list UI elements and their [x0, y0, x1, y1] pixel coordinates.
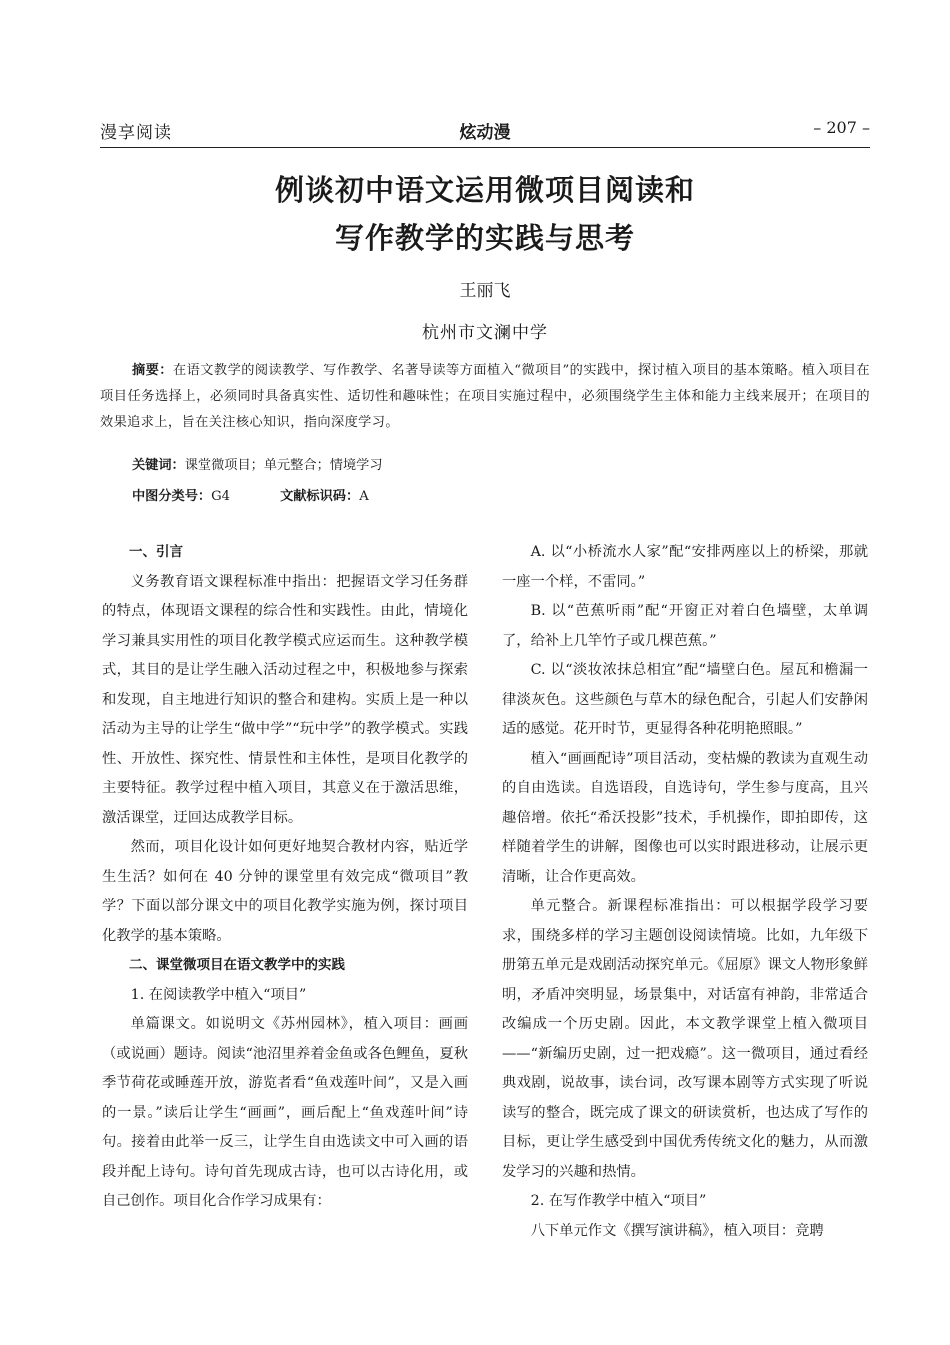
author-affiliation: 杭州市文澜中学: [422, 323, 548, 343]
keywords-label: 关键词：: [132, 458, 185, 473]
doc-code-value: A: [359, 489, 369, 504]
paragraph: 单篇课文。如说明文《苏州园林》，植入项目：画画（或说画）题诗。阅读“池沼里养着金鱼或各色鲤鱼，夏秋季节荷花或睡莲开放，游览者看“鱼戏莲叶间”，又是入画的一景。”读后让学生“画画”，画后配上“鱼戏莲叶间”诗句。接着由此举一反三，让学生自由选读文中可入画的语段并配上诗句。诗句首先现成古诗，也可以古诗化用，或自己创作。项目化合作学习成果有：: [102, 1016, 468, 1209]
abstract-label: 摘要：: [132, 363, 173, 378]
title-line-1: 例谈初中语文运用微项目阅读和: [274, 173, 695, 207]
header-journal-name: 炫动漫: [459, 123, 511, 143]
header-divider: [100, 147, 870, 148]
abstract-text: 在语文教学的阅读教学、写作教学、名著导读等方面植入“微项目”的实践中，探讨植入项目的基本策略。植入项目在项目任务选择上，必须同时具备真实性、适切性和趣味性；在项目实施过程中，必须围绕学生主体和能力主线来展开；在项目的效果追求上，旨在关注核心知识，指向深度学习。: [100, 363, 871, 430]
clc-label: 中图分类号：: [132, 489, 212, 504]
subheading-reading: 1. 在阅读教学中植入“项目”: [130, 986, 307, 1003]
list-item-c: C. 以“淡妆浓抹总相宜”配“墙壁白色。屋瓦和檐漏一律淡灰色。这些颜色与草木的绿色配合，引起人们安静闲适的感觉。花开时节，更显得各种花明艳照眼。”: [502, 662, 868, 737]
header-section-name: 漫享阅读: [100, 123, 172, 143]
paragraph: 义务教育语文课程标准中指出：把握语文学习任务群的特点，体现语文课程的综合性和实践性。由此，情境化学习兼具实用性的项目化教学模式应运而生。这种教学模式，其目的是让学生融入活动过程之中，积极地参与探索和发现，自主地进行知识的整合和建构。实质上是一种以活动为主导的让学生“做中学”“玩中学”的教学模式。实践性、开放性、探究性、情景性和主体性，是项目化教学的主要特征。教学过程中植入项目，其意义在于激活思维，激活课堂，迂回达成教学目标。: [102, 573, 468, 826]
running-header: [100, 118, 870, 144]
right-column: [502, 538, 868, 1246]
paragraph: 植入“画画配诗”项目活动，变枯燥的教读为直观生动的自由选读。自选语段，自选诗句，学生参与度高，且兴趣倍增。依托“希沃投影”技术，手机操作，即拍即传，这样随着学生的讲解，图像也可以实时跟进移动，让展示更清晰，让合作更高效。: [502, 750, 868, 885]
article-title: [100, 166, 870, 262]
classification: [132, 485, 369, 504]
keywords: [132, 454, 383, 473]
list-item-b: B. 以“芭蕉听雨”配“开窗正对着白色墙壁，太单调了，给补上几竿竹子或几棵芭蕉。”: [502, 603, 868, 649]
paragraph: 单元整合。新课程标准指出：可以根据学段学习要求，围绕多样的学习主题创设阅读情境。比如，九年级下册第五单元是戏剧活动探究单元。《屈原》课文人物形象鲜明，矛盾冲突明显，场景集中，对话富有神韵，非常适合改编成一个历史剧。因此，本文教学课堂上植入微项目——“新编历史剧，过一把戏瘾”。这一微项目，通过看经典戏剧，说故事，读台词，改写课本剧等方式实现了听说读写的整合，既完成了课文的研读赏析，也达成了写作的目标，更让学生感受到中国优秀传统文化的魅力，从而激发学习的兴趣和热情。: [502, 898, 868, 1180]
left-column: [102, 538, 468, 1217]
clc-value: G4: [211, 489, 231, 504]
title-line-2: 写作教学的实践与思考: [334, 221, 635, 255]
subheading-writing: 2. 在写作教学中植入“项目”: [530, 1193, 707, 1209]
abstract: [100, 358, 870, 436]
page-number: – 207 –: [813, 118, 870, 137]
paragraph: 八下单元作文《撰写演讲稿》，植入项目：竞聘: [530, 1222, 824, 1239]
section-heading-practice: 二、课堂微项目在语文教学中的实践: [129, 957, 345, 973]
doc-code-label: 文献标识码：: [280, 489, 360, 504]
keywords-text: 课堂微项目；单元整合；情境学习: [184, 458, 383, 473]
section-heading-intro: 一、引言: [129, 544, 183, 560]
paragraph: 然而，项目化设计如何更好地契合教材内容，贴近学生生活？如何在 40 分钟的课堂里有效完成“微项目”教学？下面以部分课文中的项目化教学实施为例，探讨项目化教学的基本策略。: [102, 839, 468, 944]
list-item-a: A. 以“小桥流水人家”配“安排两座以上的桥梁，那就一座一个样，不雷同。”: [502, 544, 868, 590]
author-name: 王丽飞: [459, 281, 511, 301]
